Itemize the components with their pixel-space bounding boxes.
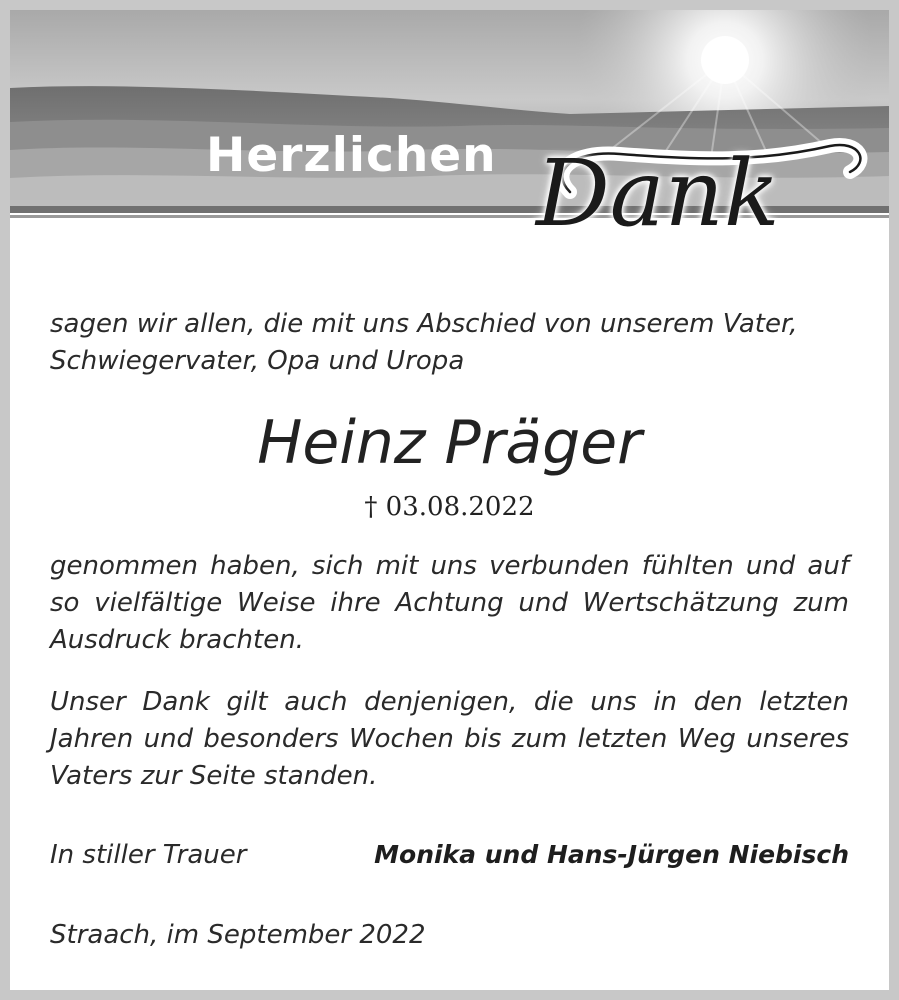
place-and-date: Straach, im September 2022 bbox=[50, 920, 426, 950]
heading-herzlichen: Herzlichen bbox=[206, 128, 497, 183]
heading-dank: Dank bbox=[536, 140, 780, 247]
thanks-paragraph-2: Unser Dank gilt auch denjenigen, die uns in den letzten Jahren und besonders Wochen bis zum letzten Weg unseres Vaters zur Seite standen. bbox=[50, 687, 849, 791]
obituary-card bbox=[10, 10, 889, 990]
mourning-label: In stiller Trauer bbox=[50, 840, 247, 870]
death-date: † 03.08.2022 bbox=[364, 492, 535, 522]
heading-dank-group bbox=[530, 132, 870, 272]
thanks-paragraph-1: genommen haben, sich mit uns verbunden fühlten und auf so vielfältige Weise ihre Achtung und Wertschätzung zum Ausdruck brachten. bbox=[50, 551, 849, 655]
intro-text: sagen wir allen, die mit uns Abschied von unserem Vater, Schwiegervater, Opa und Uropa bbox=[50, 309, 798, 376]
deceased-name: Heinz Präger bbox=[257, 408, 642, 478]
mourners-names: Monika und Hans-Jürgen Niebisch bbox=[374, 840, 849, 869]
